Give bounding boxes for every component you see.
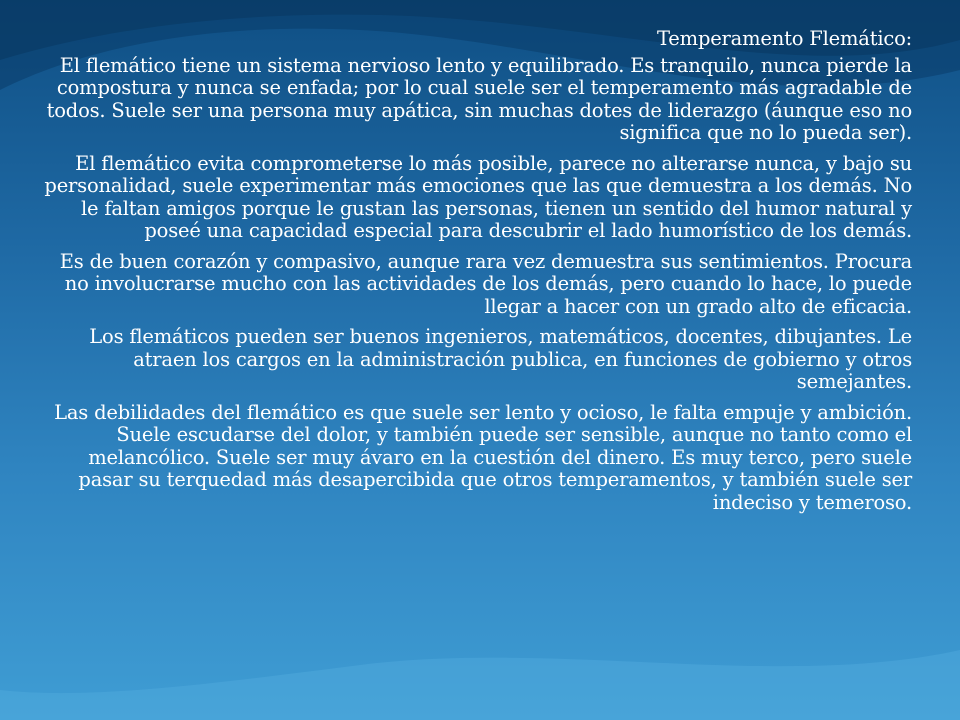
- paragraph: Las debilidades del flemático es que suele ser lento y ocioso, le falta empuje y ambición. Suele escudarse del dolor, y también puede ser sensible, aunque no tanto como el melancólico. Suele ser muy ávaro en la cuestión del dinero. Es muy terco, pero suele pasar su terquedad más desapercibida que otros temperamentos, y también suele ser indeciso y temeroso.: [54, 400, 912, 514]
- paragraph: Es de buen corazón y compasivo, aunque rara vez demuestra sus sentimientos. Procura no involucrarse mucho con las actividades de los demás, pero cuando lo hace, lo puede llegar a hacer con un grado alto de eficacia.: [59, 249, 912, 318]
- paragraph: Los flemáticos pueden ser buenos ingenieros, matemáticos, docentes, dibujantes. Le atraen los cargos en la administración publica, en funciones de gobierno y otros semejantes.: [89, 325, 912, 393]
- paragraph: El flemático tiene un sistema nervioso lento y equilibrado. Es tranquilo, nunca pierde la compostura y nunca se enfada; por lo cual suele ser el temperamento más agradable de todos. Suele ser una persona muy apática, sin muchas dotes de liderazgo (áunque eso no significa que no lo pueda ser).: [46, 53, 912, 144]
- slide-title: Temperamento Flemático:: [657, 27, 912, 50]
- paragraph: El flemático evita comprometerse lo más posible, parece no alterarse nunca, y bajo su personalidad, suele experimentar más emociones que las que demuestra a los demás. No le faltan amigos porque le gustan las personas, tienen un sentido del humor natural y poseé una capacidad especial para descubrir el lado humorístico de los demás.: [44, 151, 912, 242]
- slide-content: [36, 28, 912, 522]
